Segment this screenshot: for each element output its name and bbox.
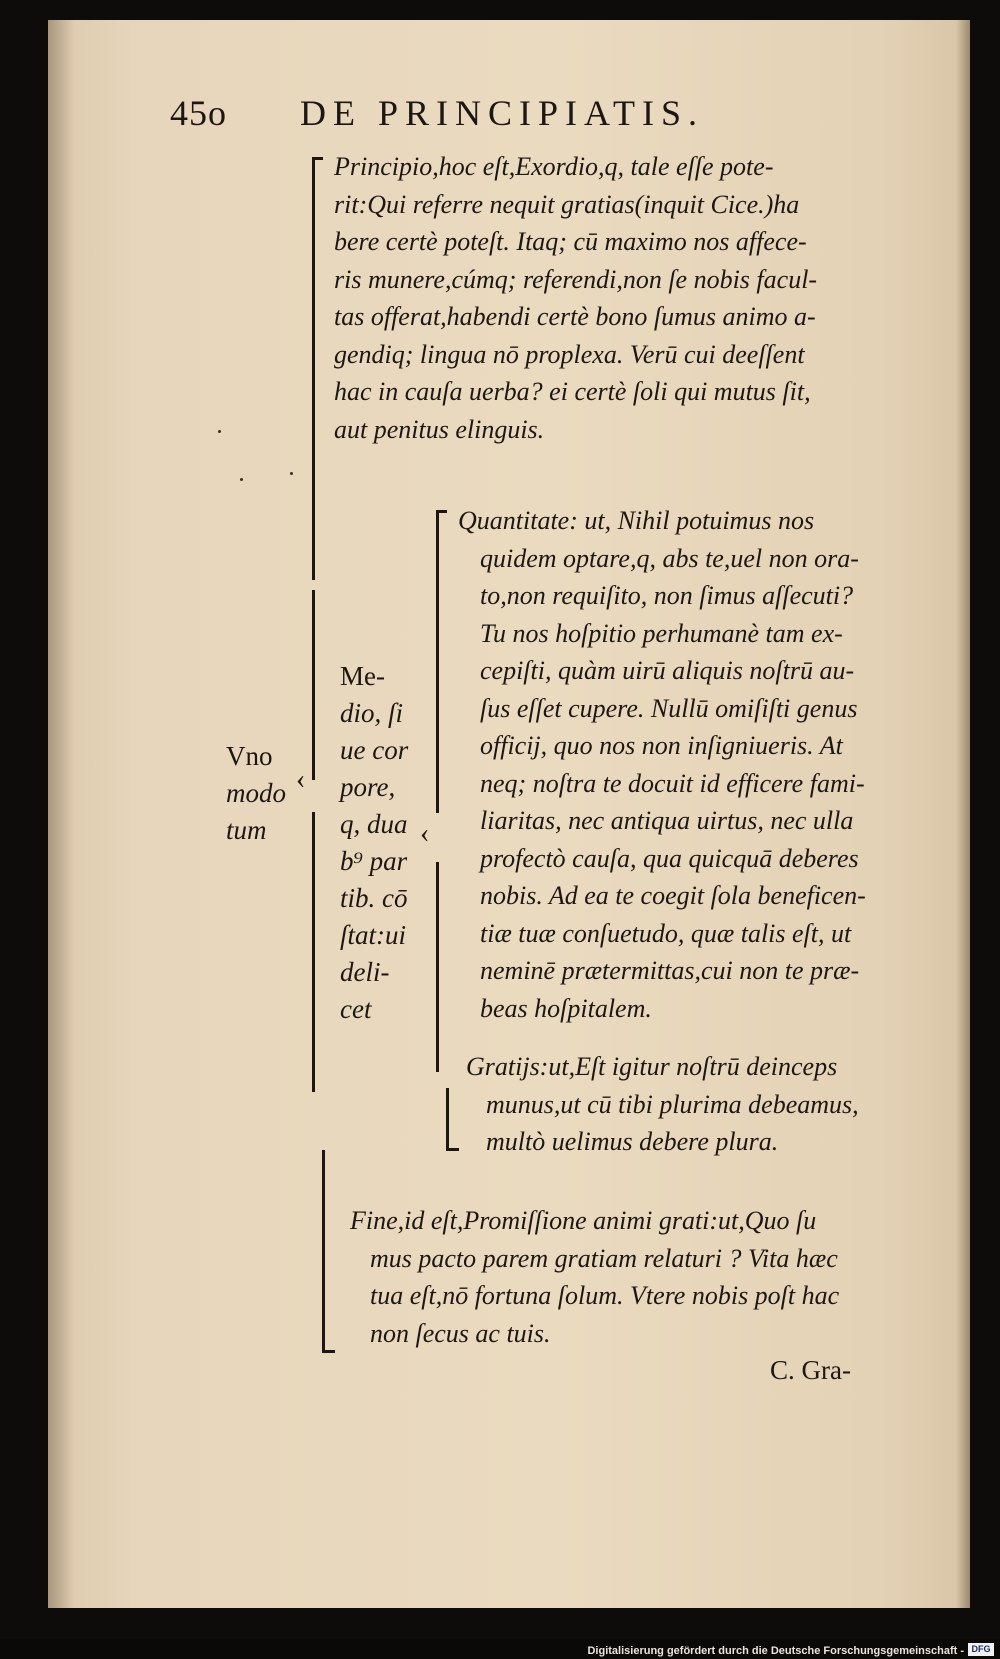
text-line: aut penitus elinguis.: [334, 414, 545, 444]
outer-bracket-lower: [312, 812, 315, 1092]
text-line: gendiq; lingua nō proplexa. Verū cui deeſſent: [334, 339, 805, 369]
text-line: rit:Qui referre nequit gratias(inquit Cice.)ha: [334, 189, 800, 219]
text-line: cepiſti, quàm uirū aliquis noſtrū au-: [480, 656, 855, 685]
medio-line: Me-: [340, 661, 385, 691]
text-line: neminē prætermittas,cui non te præ-: [480, 956, 860, 985]
text-line: ris munere,cúmq; referendi,non ſe nobis facul-: [334, 264, 818, 294]
ink-speck: [290, 472, 293, 475]
spine-shadow: [48, 20, 74, 1608]
outer-bracket-upper: [312, 590, 315, 780]
quantitate-block: [458, 502, 866, 1027]
left-label-line: Vno: [226, 741, 273, 771]
catchword: C. Gra-: [770, 1355, 851, 1385]
text-line: munus,ut cū tibi plurima debeamus,: [486, 1089, 859, 1119]
dfg-logo-icon: DFG: [968, 1643, 994, 1656]
medio-line: dio, ſi: [340, 698, 404, 728]
text-line: profectò cauſa, qua quicquā deberes: [480, 843, 859, 873]
text-line: officij, quo nos non inſigniueris. At: [480, 731, 843, 760]
footer-bar: [0, 1639, 1000, 1659]
medio-line: pore,: [340, 772, 396, 802]
text-line: mus pacto parem gratiam relaturi ? Vita hæc: [370, 1243, 838, 1273]
text-line: ſus eſſet cupere. Nullū omiſiſti genus: [480, 693, 858, 723]
text-line: Tu nos hoſpitio perhumanè tam ex-: [480, 618, 843, 648]
principio-block: [334, 148, 817, 448]
text-line: hac in cauſa uerba? ei certè ſoli qui mutus ſit,: [334, 377, 811, 406]
digitization-credit: Digitalisierung gefördert durch die Deutsche Forschungsgemeinschaft -: [587, 1645, 964, 1657]
text-line: Gratijs:ut,Eſt igitur noſtrū deinceps: [466, 1052, 838, 1081]
fine-block: [350, 1202, 839, 1352]
medio-line: deli-: [340, 957, 390, 987]
text-line: quidem optare,q, abs te,uel non ora-: [480, 543, 859, 573]
inner-bracket-middle: [436, 862, 439, 1072]
left-label-line: tum: [226, 815, 267, 845]
text-line: multò uelimus debere plura.: [486, 1127, 779, 1156]
ink-speck: [218, 430, 221, 433]
medio-line: ſtat:ui: [340, 920, 406, 950]
text-line: Quantitate: ut, Nihil potuimus nos: [458, 506, 815, 535]
text-line: nobis. Ad ea te coegit ſola beneficen-: [480, 881, 866, 910]
medio-line: cet: [340, 994, 372, 1024]
text-line: Fine,id eſt,Promiſſione animi grati:ut,Quo ſu: [350, 1206, 817, 1235]
ink-speck: [240, 478, 243, 481]
text-line: liaritas, nec antiqua uirtus, nec ulla: [480, 806, 854, 835]
text-line: beas hoſpitalem.: [480, 993, 652, 1023]
medio-line: q, dua: [340, 809, 408, 839]
medio-label: [340, 658, 408, 1028]
inner-bracket-bottom: [446, 1088, 459, 1151]
outer-brace-point: ‹: [296, 764, 306, 795]
inner-bracket-top: [436, 510, 447, 813]
page-edge-shadow: [956, 20, 970, 1608]
text-line: neq; noſtra te docuit id efficere fami-: [480, 768, 865, 798]
text-line: to,non requiſito, non ſimus aſſecuti?: [480, 581, 854, 610]
inner-brace-point: ‹: [420, 818, 430, 849]
outer-bracket-top: [312, 157, 323, 580]
text-line: tiæ tuæ conſuetudo, quæ talis eſt, ut: [480, 918, 852, 948]
running-title: DE PRINCIPIATIS.: [300, 93, 705, 133]
text-line: non ſecus ac tuis.: [370, 1318, 551, 1348]
text-line: tua eſt,nō fortuna ſolum. Vtere nobis poſt hac: [370, 1281, 840, 1310]
text-line: tas offerat,habendi certè bono ſumus animo a-: [334, 302, 816, 331]
page-number: 45o: [170, 93, 227, 133]
text-line: Principio,hoc eſt,Exordio,q, tale eſſe pote-: [334, 152, 774, 181]
gratijs-block: [466, 1048, 859, 1161]
medio-line: b⁹ par: [340, 846, 408, 876]
text-line: bere certè poteſt. Itaq; cū maximo nos affece-: [334, 227, 807, 256]
outer-bracket-bottom: [322, 1150, 335, 1353]
left-label-line: modo: [226, 778, 286, 808]
medio-line: ue cor: [340, 735, 409, 765]
medio-line: tib. cō: [340, 883, 408, 913]
left-label: [226, 738, 286, 849]
